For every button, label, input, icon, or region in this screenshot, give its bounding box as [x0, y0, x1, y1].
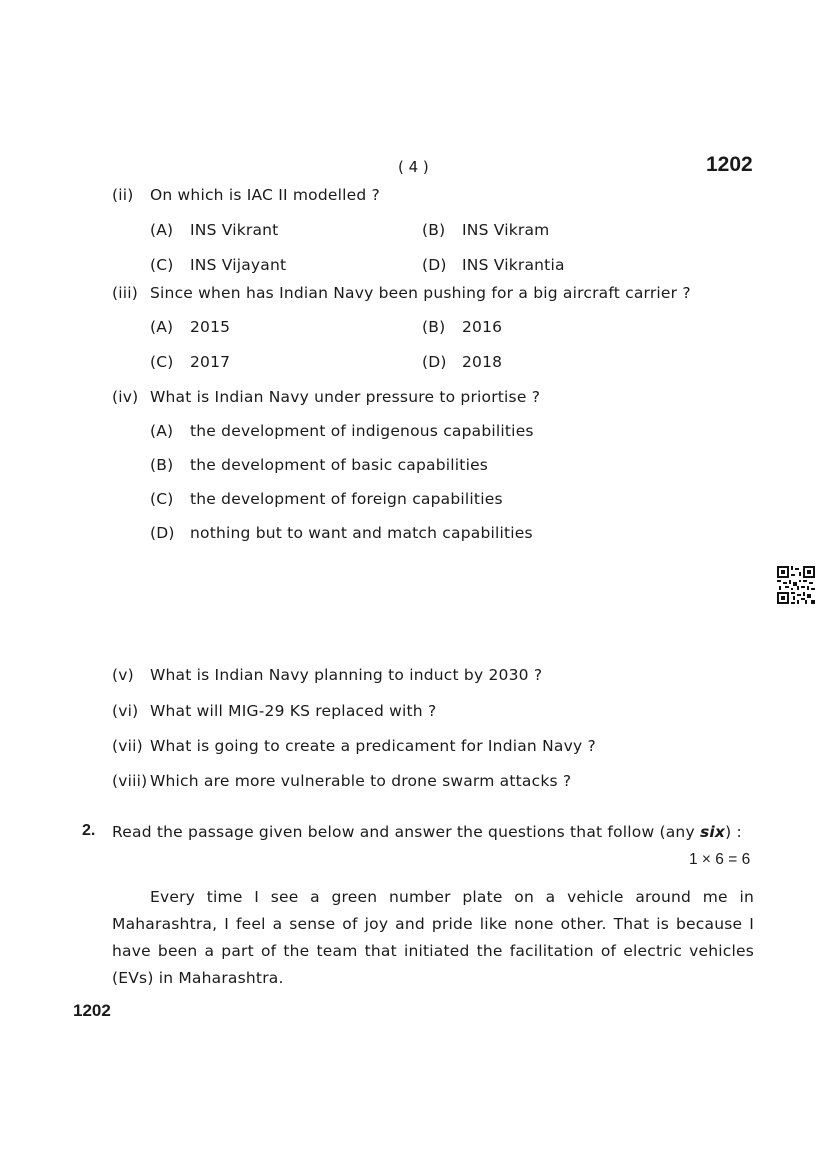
- question-number: (v): [112, 666, 134, 684]
- paper-code-header: 1202: [706, 153, 753, 176]
- instruction-emphasis: six: [699, 823, 726, 841]
- option-text: the development of basic capabilities: [190, 456, 489, 474]
- option-label: (A): [150, 221, 174, 239]
- question-2-number: 2.: [82, 822, 96, 839]
- question-number: (vi): [112, 702, 139, 720]
- question-number: (viii): [112, 772, 148, 790]
- option-label: (A): [150, 422, 174, 440]
- passage-paragraph: Every time I see a green number plate on a vehicle around me in Maharashtra, I feel a sense of joy and pride like none other. That is because I have been a part of the team that initiated the facilitation of electric vehicles (EVs) in Maharashtra.: [112, 888, 754, 987]
- question-2-instruction: [112, 823, 742, 841]
- option-label: (D): [150, 524, 175, 542]
- option-label: (C): [150, 490, 174, 508]
- option-label: (B): [422, 318, 446, 336]
- instruction-text-end: ) :: [725, 823, 742, 841]
- option-label: (D): [422, 353, 447, 371]
- option-text: 2016: [462, 318, 503, 336]
- option-text: INS Vijayant: [190, 256, 287, 274]
- question-text: Which are more vulnerable to drone swarm attacks ?: [150, 772, 572, 790]
- option-text: the development of foreign capabilities: [190, 490, 503, 508]
- question-number: (vii): [112, 737, 143, 755]
- option-label: (C): [150, 353, 174, 371]
- paper-code-footer: 1202: [73, 1001, 111, 1020]
- option-text: INS Vikram: [462, 221, 550, 239]
- question-text: Since when has Indian Navy been pushing for a big aircraft carrier ?: [150, 284, 691, 302]
- marks-allocation: 1 × 6 = 6: [689, 851, 751, 868]
- option-text: 2017: [190, 353, 231, 371]
- question-text: What is Indian Navy under pressure to priortise ?: [150, 388, 541, 406]
- option-text: 2015: [190, 318, 231, 336]
- qr-code-icon: [776, 565, 816, 605]
- option-text: nothing but to want and match capabilities: [190, 524, 533, 542]
- question-number: (ii): [112, 186, 134, 204]
- option-label: (B): [150, 456, 174, 474]
- question-text: What is Indian Navy planning to induct by 2030 ?: [150, 666, 543, 684]
- option-text: INS Vikrantia: [462, 256, 565, 274]
- option-text: 2018: [462, 353, 503, 371]
- question-text: What is going to create a predicament for Indian Navy ?: [150, 737, 596, 755]
- page-number: ( 4 ): [398, 158, 429, 176]
- question-number: (iii): [112, 284, 139, 302]
- option-label: (A): [150, 318, 174, 336]
- option-label: (B): [422, 221, 446, 239]
- option-text: the development of indigenous capabilities: [190, 422, 534, 440]
- option-label: (C): [150, 256, 174, 274]
- option-text: INS Vikrant: [190, 221, 279, 239]
- question-text: On which is IAC II modelled ?: [150, 186, 380, 204]
- instruction-text: Read the passage given below and answer the questions that follow (any: [112, 823, 700, 841]
- question-text: What will MIG-29 KS replaced with ?: [150, 702, 437, 720]
- option-label: (D): [422, 256, 447, 274]
- question-number: (iv): [112, 388, 139, 406]
